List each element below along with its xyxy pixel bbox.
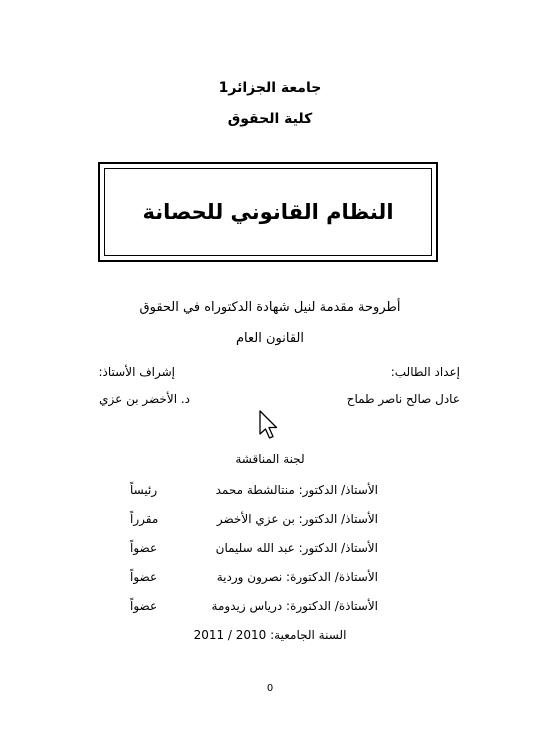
member-name: الأستاذ/ الدكتور: منتالشطة محمد — [215, 483, 378, 497]
member-role: عضواً — [130, 599, 158, 613]
committee-member — [130, 541, 378, 559]
member-name: الأستاذ/ الدكتور: عبد الله سليمان — [215, 541, 378, 555]
mouse-pointer-icon — [258, 410, 280, 440]
member-role: مقرراً — [130, 512, 159, 526]
member-role: رئيساً — [130, 483, 158, 497]
committee-member — [130, 483, 378, 501]
prepared-by-label: إعداد الطالب: — [390, 365, 460, 379]
title-box — [98, 162, 438, 262]
member-name: الأستاذة/ الدكتورة: درياس زيدومة — [211, 599, 378, 613]
faculty-name: كلية الحقوق — [227, 111, 313, 127]
member-role: عضواً — [130, 541, 158, 555]
page-number: 0 — [266, 683, 274, 694]
member-name: الأستاذ/ الدكتور: بن عزي الأخضر — [216, 512, 378, 526]
committee-member — [130, 599, 378, 617]
member-role: عضواً — [130, 570, 158, 584]
supervisor-name: د. الأخضر بن عزي — [99, 392, 190, 406]
student-name: عادل صالح ناصر طماح — [346, 392, 460, 406]
title-box-inner — [104, 168, 432, 256]
supervised-by-label: إشراف الأستاذ: — [98, 365, 175, 379]
committee-title: لجنة المناقشة — [235, 452, 305, 466]
law-branch: القانون العام — [236, 331, 304, 346]
member-name: الأستاذة/ الدكتورة: نصرون وردية — [216, 570, 378, 584]
university-name: جامعة الجزائر1 — [218, 80, 322, 96]
committee-member — [130, 570, 378, 588]
thesis-subtitle: أطروحة مقدمة لنيل شهادة الدكتوراه في الحقوق — [139, 300, 401, 315]
thesis-title: النظام القانوني للحصانة — [142, 200, 394, 224]
academic-year: السنة الجامعية: 2010 / 2011 — [193, 628, 347, 642]
committee-member — [130, 512, 378, 530]
